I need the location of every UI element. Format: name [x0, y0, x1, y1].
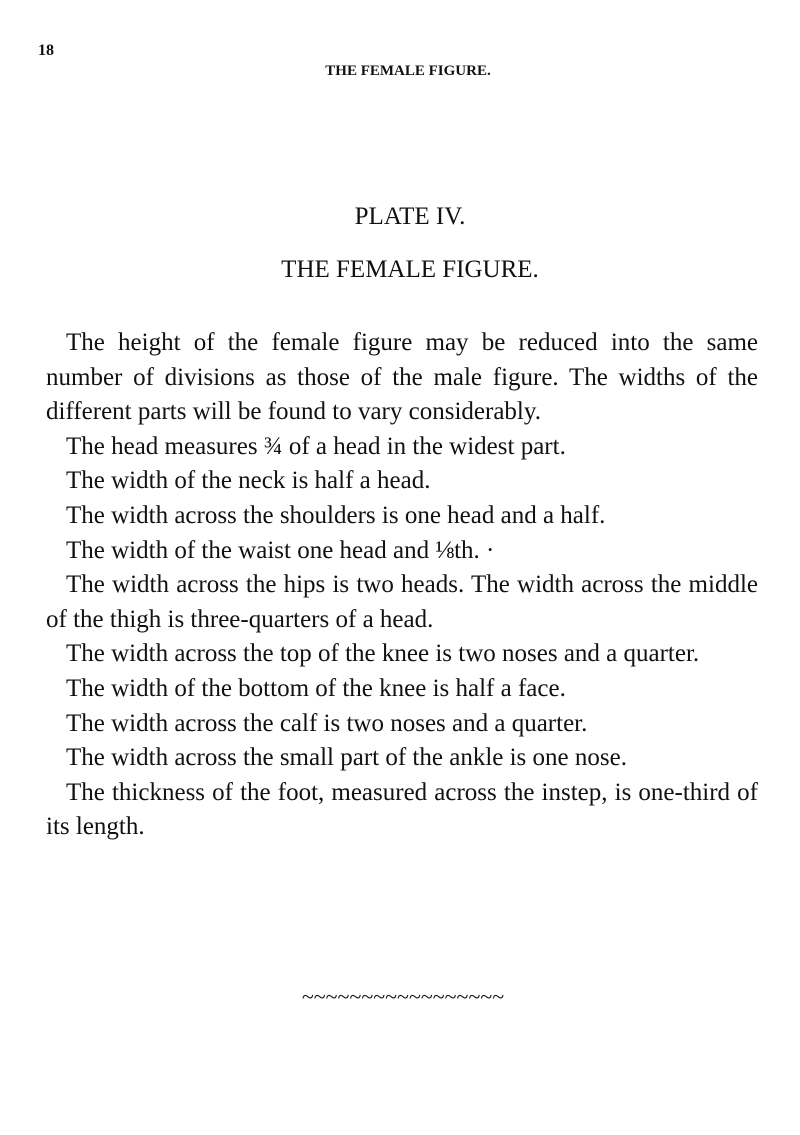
paragraph: The width across the calf is two noses and a quarter. — [66, 709, 588, 737]
paragraph: The width of the waist one head and ⅛th. · — [66, 536, 495, 564]
ornament-divider: ~~~~~~~~~~~~~~~~~ — [301, 984, 505, 1009]
body-text — [46, 326, 758, 845]
running-head: THE FEMALE FIGURE. — [325, 63, 491, 79]
paragraph: The head measures ¾ of a head in the widest part. — [66, 432, 566, 460]
paragraph: The width across the hips is two heads. The width across the middle of the thigh is three-quarters of a head. — [46, 571, 758, 633]
paragraph: The thickness of the foot, measured across the instep, is one-third of its length. — [46, 778, 758, 841]
paragraph: The width across the small part of the ankle is one nose. — [66, 744, 627, 772]
page-number: 18 — [38, 42, 54, 59]
paragraph: The height of the female figure may be reduced into the same number of divisions as those of the male figure. The widths of the different parts will be found to vary considerably. — [46, 329, 758, 426]
plate-title: PLATE IV. — [354, 203, 466, 230]
section-title: THE FEMALE FIGURE. — [281, 256, 539, 283]
paragraph: The width across the shoulders is one head and a half. — [66, 501, 606, 529]
paragraph: The width of the neck is half a head. — [66, 467, 431, 495]
paragraph: The width of the bottom of the knee is half a face. — [66, 674, 566, 702]
paragraph: The width across the top of the knee is two noses and a quarter. — [66, 640, 700, 668]
